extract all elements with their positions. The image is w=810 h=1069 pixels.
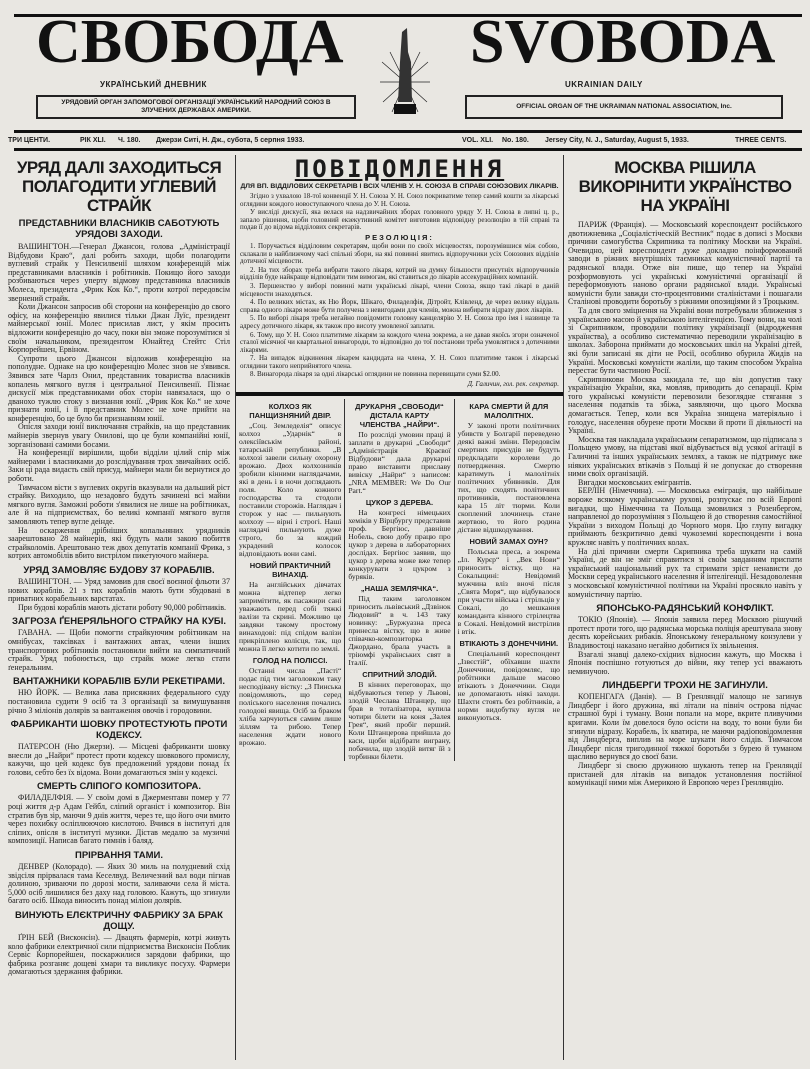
news-article (458, 537, 560, 636)
article-paragraph: ПАРИЖ (Франція). — Московський кореспондент російського двотижневика „Соціалістіческій Вестник“ подає в дописі з Москви причини самогубства Скрипника та політику Москви на Україні. Очевидно, цей кореспондент дуже докладно поінформований заводи в ріжних внутрішніх таємниках комуністичної партії та радянської влади. Отже він пише, що тепер на Україні розформовують усі українські комуністичні організації й переформовують наново органи радянської влади. Українські комуністи були завжди сто-процентовими сталіністами і пошагали Сталінові проводити боротьбу з ріжними опозиціями й з Троцьким. (568, 220, 802, 307)
right-column (568, 158, 802, 788)
article-paragraph: Супроти цього Джансон відложив конференцію на пополудне. Однаке на цю конференцію Молес знов не з'явився. Зявився зате Чарлз Онил, представник товариства власників копалень мягкого вугля і центральної Пенсилвенії. Пізнає дискусії між представниками обох сторін навязалася, що о дванохо тужлю стоку з визнання юнії. „Фрик Кок Ко.“ не хоче признати юнії, і її представник Молес не хоче прийти на конференцію, бо це було би признанням юнії. (8, 353, 230, 423)
article-paragraph: ГАВАНА. — Щоби помогти страйкуючим робітникам на омнібусах, таксівках і вантажних автах, члени інших транспортових робітників постановили вийти на симпатичний страйк. Уряд побоюється, що страйк може легко стати ґенеральним. (8, 628, 230, 672)
article-headline: ЗАГРОЗА ҐЕНЕРЯЛЬНОГО СТРАЙКУ НА КУБІ. (12, 616, 226, 628)
article-headline: ЯПОНСЬКО-РАДЯНСЬКИЙ КОНФЛІКТ. (596, 603, 774, 615)
news-article (8, 719, 230, 777)
left-column (8, 158, 230, 977)
article-headline: ГОЛОД НА ПОЛІССІ. (252, 656, 328, 666)
article-headline: НОВИЙ ЗАМАХ ОУН? (469, 537, 549, 547)
news-article (239, 656, 341, 747)
news-article (348, 670, 450, 761)
news-article (458, 639, 560, 722)
news-article (8, 676, 230, 715)
issue-number-en: No. 180. (502, 137, 529, 144)
article-headline: ВАНТАЖНИКИ КОРАБЛІВ БУЛИ РЕКЕТІРАМИ. (13, 676, 225, 688)
resolution-heading: РЕЗОЛЮЦІЯ: (365, 232, 434, 242)
center-subcolumn-3 (454, 399, 563, 761)
lead-left-headline: УРЯД ДАЛІ ЗАХОДИТЬСЯ ПОЛАГОДИТИ УГЛЕВИЙ СТРАЙК (16, 158, 222, 215)
article-headline: ЦУКОР З ДЕРЕВА. (365, 498, 434, 508)
right-briefs (568, 603, 802, 788)
article-paragraph: Та для свого зміцнення на Україні вони потребували зближення з українською масою й українською інтелігенцією. Тому вони, на чолі зі Скрипником, проводили політику українізації (відродження українства), а особливо систематично переводили українізацію в школах. Заборона приймати до московських шкіл на Україні дітей, які були записані як діти не Росії, особливо обурила Жидів на Україні. Московські комуністи жаліли, що таким способом Україна перестає бути частиною Росії. (568, 305, 802, 376)
column-divider (563, 155, 564, 1060)
news-article (348, 402, 450, 495)
article-paragraph: На конгресі німецьких хеміків у Вірцбургу представив проф. Бергіюс, давніше Нобель, свою добу працю про цукор з дерева в лабораторних дослідах. Бергіюс заявив, що цукор з дерева може вже тепер конкурувати з цукром з буряків. (348, 508, 451, 582)
article-paragraph: КОПЕНГАГА (Данія). — В Гренляндії малощо не загинув Линдберг і його дружина, які літали на північ острова підчас страшної бурі і туману. Вони попали на море, вкрите пливучими кригами. Коли їм довелося було осісти на воду, то вони були би згинули відразу. Корабель, їх кватира, не маючи радіоповідомлення від Линдберга, виплив на море шукати його слідів. Тимчасом Линдберг після тригодинної тяжкої боротьби з бурею й туманом щасливо вернувся до своєї бази. (568, 692, 802, 762)
article-paragraph: 6. Тому, що У. Н. Союз платитиме лікарям за кождого члена зокрема, а не давав якоїсь згори означеної сталої місячної чи квартальної винагороди, то відповідно до тої постанови треба умовлятися з дотичними лікарями. (240, 330, 559, 354)
news-article (568, 680, 802, 788)
volume-en: VOL. XLI. (462, 137, 494, 144)
article-paragraph: ҐРІН БЕЙ (Висконсін). — Двацять фармерів, котрі живуть коло фабрики електричної сили підприємства Висконсін Поблик Сервіс Корпорейшен, поскаржилися зарядови фабрики, що фабрика розганяє дощеві хмари та викликує посуху. Фармери домагаються здержання фабрики. (8, 933, 230, 977)
article-paragraph: Взагалі знавці далеко-східних відносин кажуть, що Москва і Японія поспішно готуються до війни, яку тепер усі вважають неминучою. (568, 649, 802, 676)
notice-subtitle: ДЛЯ ВП. ВІДДІЛОВИХ СЕКРЕТАРІВ І ВСІХ ЧЛЕНІВ У. Н. СОЮЗА В СПРАВІ СОЮЗОВИХ ЛІКАРІВ. (240, 183, 559, 190)
article-paragraph: БЕРЛІН (Німеччина). — Московська еміграція, що найбільше вороже всякому українському рухові, розпускає по всій Европі вигадки, що Німеччина та Польща змовилися з Розенбергом, направленої до порозуміння з Польщею й до створення самостійної України з виходом Польщі до Чорного моря. Цю глупу вигадку приймають безкритично деякі чужоземні кореспонденти і вона кружляє навіть у політичних колах. (568, 486, 802, 547)
article-paragraph: Линдберг зі своєю дружиною шукають тепер на Гренляндії пристаней для літаків на випадок установлення постійної комунікації ними між Америкою й Европою через Гренляндію. (568, 761, 802, 788)
masthead-mid-rule (14, 130, 802, 133)
article-headline: КОЛХОЗ ЯК ПАНЩИЗНЯНИЙ ДВІР. (249, 402, 332, 421)
news-article (348, 498, 450, 581)
lead-article-right (568, 158, 802, 599)
article-paragraph: Коли Джансон запросив обі сторони на конференцію до свого офісу, на конференцію явилися тільки Джан Луїс, президент майнерської юнії. Молес присилав лист, у якім просить відложити конференцію до часу, поки він зможе порозумітися зі своїм начальником, президентом Юнайтед Стейтс Стіл Корпорейшен, Ервіном. (8, 302, 230, 355)
article-headline: ВИНУЮТЬ ЕЛЄКТРИЧНУ ФАБРИКУ ЗА БРАК ДОЩУ. (15, 910, 223, 932)
article-paragraph: У законі проти політичних убивств у Болгарії переведено деякі важні зміни. Передовсім смертних присудів не будуть предкладати королеви до потвердження. Смертю каратимуть і малолітніх політичних убивників. Для тих, що сходять політичних противників, постановлена кара 15 літ тюрми. Коли скоплений злочинець стане жертвою, то його родина дістане відшкодування. (457, 421, 560, 535)
news-article (8, 910, 230, 977)
notice-intro: Згідно з ухвалою 18-тої конвенції У. Н. Союза У. Н. Союз покриватиме тепер самий кошти за лікарські оглядини кождого новоступаючого члена до У. Н. Союза. (240, 192, 559, 208)
article-headline: СПРИТНИЙ ЗЛОДІЙ. (362, 670, 437, 680)
news-article (8, 565, 230, 612)
article-paragraph: НЮ ЙОРК. — Велика лава присяжних федерального суду постановила судити 9 осіб та 3 організації за вимушування річно 3 міліонів долярів за вантаження овочів і городовини. (8, 688, 230, 715)
article-paragraph: „Соц. Земледелія“ описує колхоз „Ударнік“ в олексіївськім районі, татарській републики. „В колхозі завели сильну охорону врожаю. Двох колхозників зробили кінними наглядачами, які в день і в ночи доглядають поля. Коло кожного господарства та стодоли поставили сторожів. Наглядач і сторож у нас — пильнують колхозу — вірні і строгі. Наші наглядачі пильнують дуже строго, бо за кождий украдений колосок відповідають вони самі. (239, 421, 342, 559)
article-headline: ДРУКАРНЯ „СВОБОДИ“ ДІСТАЛА КАРТУ ЧЛЕНСТВА „НАЙРИ“. (355, 402, 444, 430)
article-paragraph: Скрипникови Москва закидала те, що він допустив таку українізацію України, яка, мовляв, приводить до сепарації. Крім того українські комуністи перевозили безоглядне стягання з населення податків та збіжа, заявляючи, що цього Москва домагається. Тепер, коли вся Україна знищена матеріяльно і голодує, населення обурене проти Москви й проти її діяльності на Україні. (568, 374, 802, 436)
news-article (348, 584, 450, 667)
news-article (8, 616, 230, 672)
article-paragraph: Останні числа „Пасті“ подає під тим заголовком таку несподівану вістку: „З Пинська повідомляють, що серед поліського населення почались голодові явища. Осіб за браком хліба харчуються самим лише зіллям та рибою. Тепер населення ждати нового врожаю. (239, 666, 342, 748)
left-briefs (8, 565, 230, 977)
lead-left-subhead: ПРЕДСТАВНИКИ ВЛАСНИКІВ САБОТУЮТЬ УРЯДОВІ ЗАХОДИ. (18, 218, 220, 240)
date-en: Jersey City, N. J., Saturday, August 5, 1933. (545, 137, 689, 144)
article-paragraph: В кінних переговорах, що відбуваються тепер у Львові, злодій Чеслава Штанцер, що брав в тоталізатора, купила чотири білети на коня „Залея Грея“, який пробіг перший. Коли Штанцерова прийшла до каси, щоби відібрати виграну, побачила, що злодій витяг їй з торбинки білети. (348, 680, 451, 762)
article-headline: КАРА СМЕРТИ Й ДЛЯ МАЛОЛІТНІХ. (469, 402, 549, 421)
article-paragraph: ФИЛАДЕЛФІЯ. — У своїм домі в Джерментавн помер у 77 році життя д-р Адам Гейбл, сліпий органіст і композитор. Він стратив був зір, маючи 9 днів життя, через те, що його очи вмито через похибку осліплюючою кислотою. Вчився в інституті для сліпих, опісля в інституті музики. Дістав медалю за музичні композиції. Написав багато гимнів і баляд. (8, 793, 230, 846)
masthead-title-en: SVOBODA (470, 8, 776, 76)
article-paragraph: 4. По великих містах, як Ню Йорк, Шікаго, Филаделфія, Дітройт, Клівленд, де через велику віддаль справа одного лікаря може бути получена з невигодами для членів, можна вибирати відразу двох лікарів. (240, 298, 559, 314)
liberty-torch-emblem-icon (380, 22, 430, 122)
article-paragraph: Опісля заходи юнії виключання страйків, на що представник майнерів звернув увагу Онилові, що це були компанійні юнії, зорганізовані самими босами. (8, 422, 230, 449)
masthead-subtitle-en: UKRAINIAN DAILY (565, 80, 643, 89)
article-paragraph: На конференції вирішили, щоби відділи цілий спір між майнерами і власниками до розслідування трох звичайних осіб. Заки ці рада видасть свій присуд, майнери мали би вернутися до роботи. (8, 448, 230, 484)
news-article (8, 850, 230, 906)
article-headline: ПРІРВАННЯ ТАМИ. (74, 850, 164, 862)
article-headline: „НАША ЗЕМЛЯЧКА“. (360, 584, 439, 594)
article-paragraph: Спеціальний кореспондент „Ізвєстій“, обїхавши шахти Донеччини, повідомляє, що робітники дальше масово втікають з Донеччини. Сюди не допомагають ніякі заходи. Шахти стоять без робітників, а норми видобутку вугля не виконуються. (457, 649, 560, 723)
article-paragraph: 5. По виборі лікаря треба негайно повідомити головну канцелярію У. Н. Союза про імя і назвище та адресу дотичного лікаря, як також про висоту умовленої заплати. (240, 314, 559, 330)
notice-title: ПОВІДОМЛЕННЯ (294, 155, 505, 183)
article-paragraph: На оскарження дрібніших копальняних урядників заарештовано 28 майнерів, які будуть мали закою побиття страйколомів. Арештовано теж двох депутатів компанії Фрика, з котрих автомобілів вбито вистрілом пикетуючого майнера. (8, 525, 230, 561)
article-paragraph: На англійських дівчатах можна відтепер легко запримітити, як пасажири сані уважають перед собі тяжкі валізи та скрині. Можливо це завдяки такому простому винаходові: під спідом валізи прикріплено колісця, так, що можна її легко котити по землі. (239, 580, 342, 654)
article-headline: НОВИЙ ПРАКТИЧНИЙ ВИНАХІД. (249, 561, 331, 580)
price-en: THREE CENTS. (735, 137, 787, 144)
article-headline: ЛИНДБЕРГИ ТРОХИ НЕ ЗАГИНУЛИ. (602, 680, 768, 692)
article-headline: ВТІКАЮТЬ З ДОНЕЧЧИНИ. (459, 639, 559, 649)
news-article (239, 561, 341, 653)
article-paragraph: Польська преса, а зокрема „Іл. Курєр“ і „Век Нови“ приносить вістку, що на Сокальщині: Невідомий мужчина вліз вночі після „Свята Моря“, що відбувалося при участи війська і стрільців у Сокалі, до мешкання команданта кінного стрілецтва в Сокалі. Невідомий вистрілив і втік. (457, 547, 560, 637)
article-headline: СМЕРТЬ СЛІПОГО КОМПОЗИТОРА. (37, 781, 201, 793)
notice-signature: Д. Галичин, гол. рек. секретар. (467, 380, 559, 389)
year-ua: РІК XLI. (80, 137, 106, 144)
news-article (458, 402, 560, 534)
article-paragraph: 1. Поручається відділовим секретарям, щоби вони по своїх місцевостях, порозумівшися між собою, склакали в найближчому часі спільні збори, на які повинні явитись відпоручники усіх Союзових відділів дотичної місцевости. (240, 241, 559, 266)
article-paragraph: 3. Першенство у виборі повинні мати українські лікарі, члени Союза, якщо такі лікарі в даній місцевости знаходяться. (240, 281, 559, 298)
article-paragraph: При будові кораблів мають дістати роботу 90,000 робітників. (18, 602, 227, 612)
center-subcolumn-2 (344, 399, 453, 761)
article-paragraph: ДЕНВЕР (Колорадо). — Яких 30 миль на полудневий схід звідсіля прірвалася тама Кеселвуд. Величезний вал води пігнав долиною, зриваючи по дорозі мости, заливаючи села й міста. 5,000 осіб лишилися без даху над головою. Кажуть, що згинули багато осіб. Шкода виносить понад міліон долярів. (8, 862, 230, 906)
article-paragraph: 2. На тих зборах треба вибрати такого лікаря, котрий на думку більшости присутніх відпоручників відділів буде найкраще відповідати тим вимогам, які ставиться до лікарів ассекураційних компаній. (240, 265, 559, 282)
article-headline: УРЯД ЗАМОВЛЯЄ БУДОВУ 37 КОРАБЛІВ. (23, 564, 215, 576)
masthead-box-ua: УРЯДОВИЙ ОРГАН ЗАПОМОГОВОЇ ОРГАНІЗАЦІЇ УКРАЇНСЬКИЙ НАРОДНИЙ СОЮЗ В ЗЛУЧЕНИХ ДЕРЖАВАХ АМЕРИКИ. (36, 95, 356, 119)
article-paragraph: ТОКІО (Японія). — Японія заявила перед Москвою рішучий протест проти того, що радянська морська поліція арештувала знову десять корейських рибаків. Японському ґенеральному конзулеви у Владивостоці наказано негайно добитися їх звільнення. (568, 615, 802, 650)
article-paragraph: На ділі причини смерти Скрипника треба шукати на самій Україні, де він не зміг справитися зі своїм завданням приспати український національний рух та стримати зріст ненависти до Москви серед українського населення й інтелігенції. Незадоволення з московської комуністичної політики на Україні просякло навіть у комуністичну партію. (568, 546, 802, 599)
article-paragraph: Під таким заголовком приносить львівський „Дзвінок Людовий“ в ч. 143 таку новинку: „Буржуазна преса принесла вістку, що в живе співачко-композиторка Джордано, брала участь в тріюмфі українських свят в Італії. (348, 594, 451, 668)
lead-article-left (8, 158, 230, 561)
article-paragraph: 7. На випадок відкинення лікарем кандидата на члена, У. Н. Союз платитиме також і лікарські оглядини такого неприйнятого члена. (240, 354, 559, 370)
date-ua: Джерзи Ситі, Н. Дж., субота, 5 серпня 1933. (156, 137, 305, 144)
price-ua: ТРИ ЦЕНТИ. (8, 137, 51, 144)
article-headline: ФАБРИКАНТИ ШОВКУ ПРОТЕСТУЮТЬ ПРОТИ КОДЕКСУ. (10, 719, 228, 742)
article-paragraph: 8. Винагорода лікаря за одні лікарські оглядини не повинна перевищати суми $2.00. (250, 370, 501, 379)
lead-right-headline: МОСКВА РІШИЛА ВИКОРІНИТИ УКРАЇНСТВО НА УКРАЇНІ (578, 158, 792, 215)
article-paragraph: Москва тая накладала українським сепаратизмом, що підписала з Польщею умову, на підставі якої відбувається від усякої агітації в Галичині та інших українських землях, а також не підтримує вже ніяких українських втікачів з Польщі й не допускає до створення ними своїх організацій. (568, 434, 802, 479)
center-column (236, 156, 563, 761)
news-article (239, 402, 341, 558)
center-subcolumn-1 (236, 399, 344, 761)
notice-box (236, 156, 563, 396)
news-article (568, 603, 802, 676)
masthead-subtitle-ua: УКРАЇНСЬКИЙ ДНЕВНИК (100, 80, 207, 89)
masthead-title-ua: СВОБОДА (36, 8, 344, 76)
article-paragraph: По розсліді умовин праці й заплати в друкарні „Свободи“ „Адміністрація Краєвої Відбудови“ дала друкарні право виставити приславу вивіску „Найри“ з написом: „NRA MEMBER: We Do Our Part.“ (348, 430, 451, 496)
news-article (8, 781, 230, 846)
article-paragraph: Вигадки московських емігрантів. (578, 477, 692, 487)
article-paragraph: ВАШИНГТОН. — Уряд замовив для своєї воєнної фльоти 37 нових кораблів. 21 з тих кораблів мають бути збудовані в приватних корабельних варстатах. (8, 576, 230, 604)
issue-number-ua: Ч. 180. (118, 137, 141, 144)
masthead-box-en: OFFICIAL ORGAN OF THE UKRAINIAN NATIONAL ASSOCIATION, Inc. (465, 95, 783, 119)
article-paragraph: ВАШИНГТОН.—Генерал Джансон, голова „Адміністрації Відбудови Краю“, далі робить заходи, щоби полагодити вуглевий страйк у Пенсилвенії шляхом конференцій між представниками власників і робітників. Покищо його заходи розбиваються через уперту відмову представника власників Молеса, президента „Фрик Кок Ко.“, проти котрої передовсім звернений страйк. (8, 242, 230, 303)
notice-intro: У висліді дискусії, яка велася на надзвичайних зборах головного уряду У. Н. Союза в липні ц. р., запало рішення, щоби головний екзекутивний комітет виготовив відповідну резолюцію в тій справі та подав її до відома відділових секретарів. (240, 208, 559, 232)
masthead-bottom-rule (14, 148, 802, 151)
article-paragraph: Тимчасом вісти з вуглевих округів вказували на дальший ріст страйку. Виходило, що незадовго будуть зачинені всі майни мягкого вугля. Заможні роботи з'явилися не лише на робітниках, але й на підприємствах, бо великі компанії мягкого вугля замовляють тепер вугле деінде. (8, 482, 230, 526)
article-paragraph: ПАТЕРСОН (Ню Джерзи). — Місцеві фабриканти шовку внесли до „Найри“ протест проти кодексу шовкового промислу, кажучи, що цей кодекс був предложений урядови понад їх голови, себто без їх відома. Вони домагаються змін у кодексі. (8, 742, 230, 777)
